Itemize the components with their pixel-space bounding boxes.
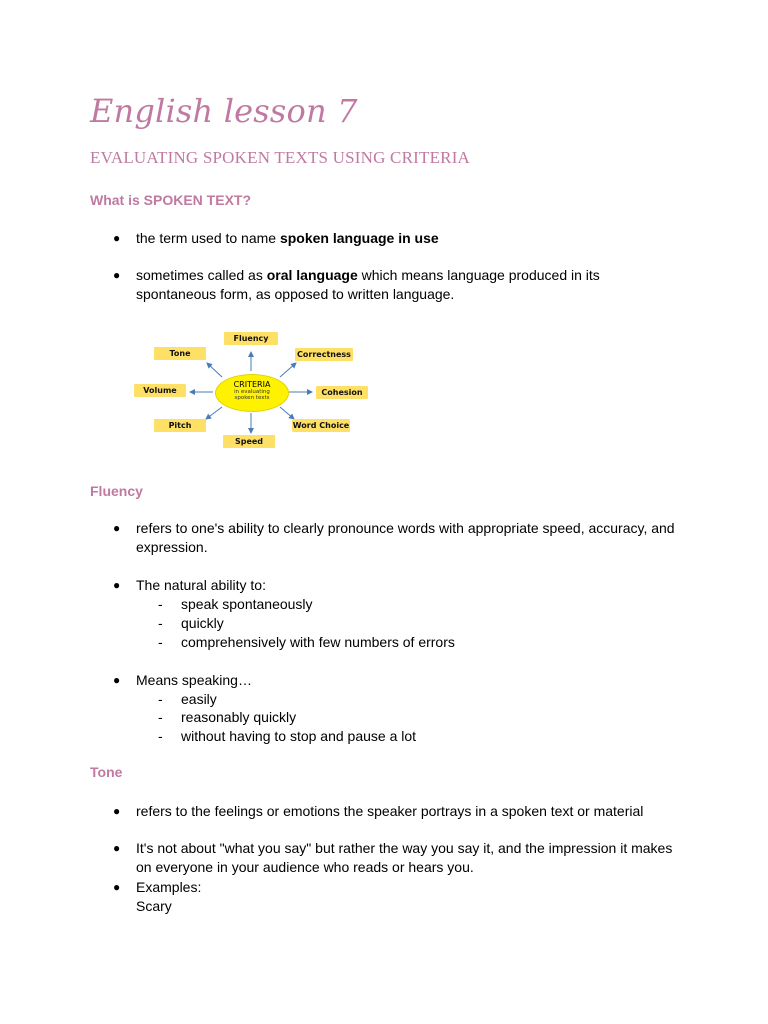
criteria-box-pitch: Pitch (154, 419, 206, 432)
bullet-icon: ● (113, 268, 121, 282)
document-page: English lesson 7 EVALUATING SPOKEN TEXTS USING CRITERIA What is SPOKEN TEXT? ● the term used to name spoken language in use ● sometimes called as oral language which means language produced in its spontaneous form, as opposed to written language. Fluency Correctness Cohesion Word Choice Speed Pitch Volume Tone CRITERIA in evaluating spoken texts Fluency ● refers to one's ability to clearly pronounce words with appropriate speed, accuracy, and expression. ● The natural ability to: - speak spontaneously - quickly - comprehensively with few numbers of errors ● Means speaking… - easily - reasonably quickly - without having to stop and pause a lot Tone ● refers to the feelings or emotions the speaker portrays in a spoken text or material ● It's not about "what you say" but rather the way you say it, and the impression it makes on everyone in your audience who reads or hears you. ● Examples: Scary (0, 0, 768, 1024)
criteria-diagram (134, 327, 370, 457)
criteria-center-line1: in evaluating (234, 389, 270, 395)
section-heading-spoken-text: What is SPOKEN TEXT? (90, 192, 252, 208)
list-item-text: Scary (136, 898, 172, 914)
list-item-text: It's not about "what you say" but rather the way you say it, and the impression it makes on everyone in your audience who reads or hears you. (136, 840, 673, 875)
criteria-box-speed: Speed (223, 435, 275, 448)
criteria-box-fluency: Fluency (224, 332, 278, 345)
list-item-text: refers to one's ability to clearly pronounce words with appropriate speed, accuracy, and expression. (136, 520, 675, 555)
page-subtitle: EVALUATING SPOKEN TEXTS USING CRITERIA (90, 148, 471, 167)
criteria-box-cohesion: Cohesion (316, 386, 368, 399)
list-item-text: the term used to name spoken language in use (136, 230, 439, 246)
list-item-text: The natural ability to: (136, 577, 266, 593)
bullet-icon: ● (113, 804, 121, 818)
section-heading-fluency: Fluency (90, 483, 143, 499)
list-item-text: Examples: (136, 879, 202, 895)
list-item-text: refers to the feelings or emotions the speaker portrays in a spoken text or material (136, 803, 644, 819)
criteria-box-volume: Volume (134, 384, 186, 397)
list-item-text: Means speaking… (136, 672, 252, 688)
bullet-icon: ● (113, 673, 121, 687)
list-item-text: sometimes called as oral language which means language produced in its spontaneous form, as opposed to written language. (136, 267, 600, 302)
page-title: English lesson 7 (90, 92, 358, 130)
criteria-center-title: CRITERIA (233, 380, 271, 389)
criteria-center (215, 374, 289, 412)
bullet-icon: ● (113, 841, 121, 855)
criteria-box-tone: Tone (154, 347, 206, 360)
bullet-icon: ● (113, 880, 121, 894)
criteria-box-correctness: Correctness (295, 348, 353, 361)
criteria-center-line2: spoken texts (234, 395, 270, 401)
bullet-icon: ● (113, 521, 121, 535)
criteria-box-word-choice: Word Choice (292, 421, 350, 430)
bullet-icon: ● (113, 578, 121, 592)
section-heading-tone: Tone (90, 764, 123, 780)
bullet-icon: ● (113, 231, 121, 245)
